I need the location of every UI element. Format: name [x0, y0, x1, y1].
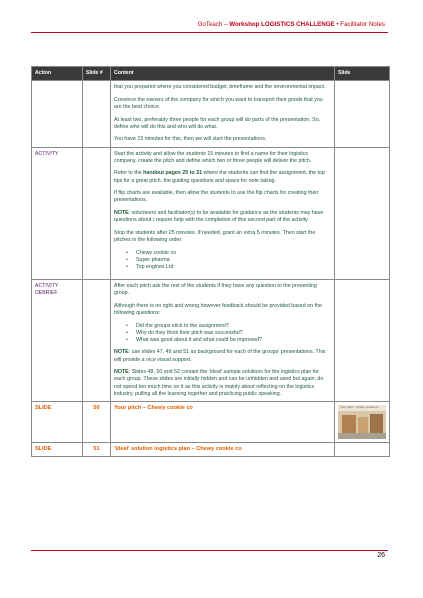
column-header-content: Content — [111, 67, 335, 81]
table-header-row — [32, 67, 390, 81]
slide-number: 50 — [83, 402, 111, 443]
thumbnail-shape — [370, 414, 383, 435]
table-row-debrief — [32, 280, 390, 402]
slide-number-cell — [83, 147, 111, 280]
slide-cell — [335, 402, 390, 443]
text-run: : volunteers and facilitator(s) to be available for guidance as the students may have questions about / require help with the completion of this second part of the activity. — [114, 209, 324, 224]
running-header — [198, 21, 385, 28]
paragraph: Although there is no right and wrong however feedback should be provided based on the following questions: — [114, 302, 322, 317]
column-header-action: Action — [32, 67, 83, 81]
slide-title: Your pitch – Chewy cookie co — [111, 402, 335, 443]
header-rule — [31, 32, 388, 33]
note-paragraph — [114, 349, 331, 363]
header-brand: GoTeach – — [197, 21, 230, 28]
list-item: • What was good about it and what could be improved? — [126, 337, 331, 344]
header-subtitle: Facilitator Notes — [340, 21, 385, 28]
list-item: • Chewy cookie co — [126, 250, 331, 257]
paragraph: If flip charts are available, then allow the students to use the flip charts for creating their presentations. — [114, 190, 319, 204]
paragraph: You have 15 minutes for this, then we will start the presentations. — [114, 136, 267, 143]
column-header-slide-number: Slide # — [83, 67, 111, 81]
column-header-slide: Slide — [335, 67, 390, 81]
slide-cell — [335, 147, 390, 280]
pitch-order-list — [114, 250, 331, 272]
slide-cell — [335, 443, 390, 457]
note-paragraph — [114, 210, 331, 224]
paragraph — [114, 170, 331, 184]
paragraph: After each pitch ask the rest of the students if they have any question to the presenting group. — [114, 283, 317, 297]
slide-number-cell — [83, 81, 111, 147]
list-item: • Why do they think their pitch was successful? — [126, 330, 331, 337]
table-row-continuation — [32, 81, 390, 147]
content-cell — [111, 280, 335, 402]
slide-cell — [335, 280, 390, 402]
paragraph: At least two, preferably three people for each group will do parts of the presentation. So, define who will do this and who will do what. — [114, 116, 321, 130]
slide-title: 'Ideal' solution logistics plan – Chewy cookie co — [111, 443, 335, 457]
page-number: 26 — [377, 552, 385, 559]
content-cell — [111, 81, 335, 147]
slide-number: 51 — [83, 443, 111, 457]
slide-thumbnail — [338, 405, 386, 439]
action-line: DEBRIEF — [35, 290, 58, 297]
action-label: SLIDE — [32, 402, 83, 443]
paragraph: Convince the owners of the company for which you want to transport their goods that you are the best choice. — [114, 96, 323, 110]
thumbnail-caption: Your pitch - Chewy cookie co — [340, 405, 379, 409]
handout-reference: handout pages 25 to 31 — [143, 170, 203, 177]
table-row-activity — [32, 147, 390, 280]
note-label: NOTE — [114, 209, 129, 216]
thumbnail-shape — [342, 415, 356, 435]
question-list — [114, 323, 331, 345]
action-label: SLIDE — [32, 443, 83, 457]
action-label — [32, 280, 83, 402]
note-label: NOTE — [114, 369, 129, 376]
footer-rule — [31, 550, 388, 551]
thumbnail-shape — [338, 433, 386, 439]
action-cell — [32, 81, 83, 147]
note-paragraph — [114, 369, 331, 398]
paragraph: Stop the students after 25 minutes. If needed, grant an extra 5 minutes. Then start the pitches in the following order: — [114, 229, 316, 243]
slide-cell — [335, 81, 390, 147]
text-run: : Slides 48, 50 and 52 contain the 'ideal' sample solutions for the logistics plan for each group. These slides are initially hidden and can be unhidden and used but again, do not spend too much time on it as this activity is mainly about reflecting on the logistics industry, pulling all the learning together and practicing public speaking. — [114, 369, 324, 397]
note-label: NOTE — [114, 349, 129, 356]
header-separator: • — [334, 21, 341, 28]
table-row-slide-51 — [32, 443, 390, 457]
slide-number-cell — [83, 280, 111, 402]
facilitator-table — [31, 66, 390, 457]
list-item: • Top engines Ltd — [126, 264, 331, 271]
header-title: Workshop LOGISTICS CHALLENGE — [229, 21, 335, 28]
text-run: where the students can find the assignment, the top tips for a great pitch, the guiding questions and space for note taking. — [114, 170, 325, 184]
content-cell — [111, 147, 335, 280]
list-item: • Did the groups stick to the assignment? — [126, 323, 331, 330]
list-item: • Super pharma — [126, 257, 331, 264]
text-run: Refer to the — [114, 170, 144, 177]
text-run: : use slides 47, 49 and 51 as background for each of the groups' presentations. This will provide a nice visual support. — [114, 349, 326, 363]
action-line: ACTIVITY — [35, 283, 59, 290]
action-label: ACTIVITY — [32, 147, 83, 280]
paragraph: that you prepared where you considered budget, timeframe and the environmental impact. — [114, 84, 326, 91]
table-row-slide-50 — [32, 402, 390, 443]
paragraph: Start the activity and allow the students 15 minutes to find a name for their logistics company, create the pitch and define which two or three people will deliver the pitch. — [114, 150, 312, 164]
